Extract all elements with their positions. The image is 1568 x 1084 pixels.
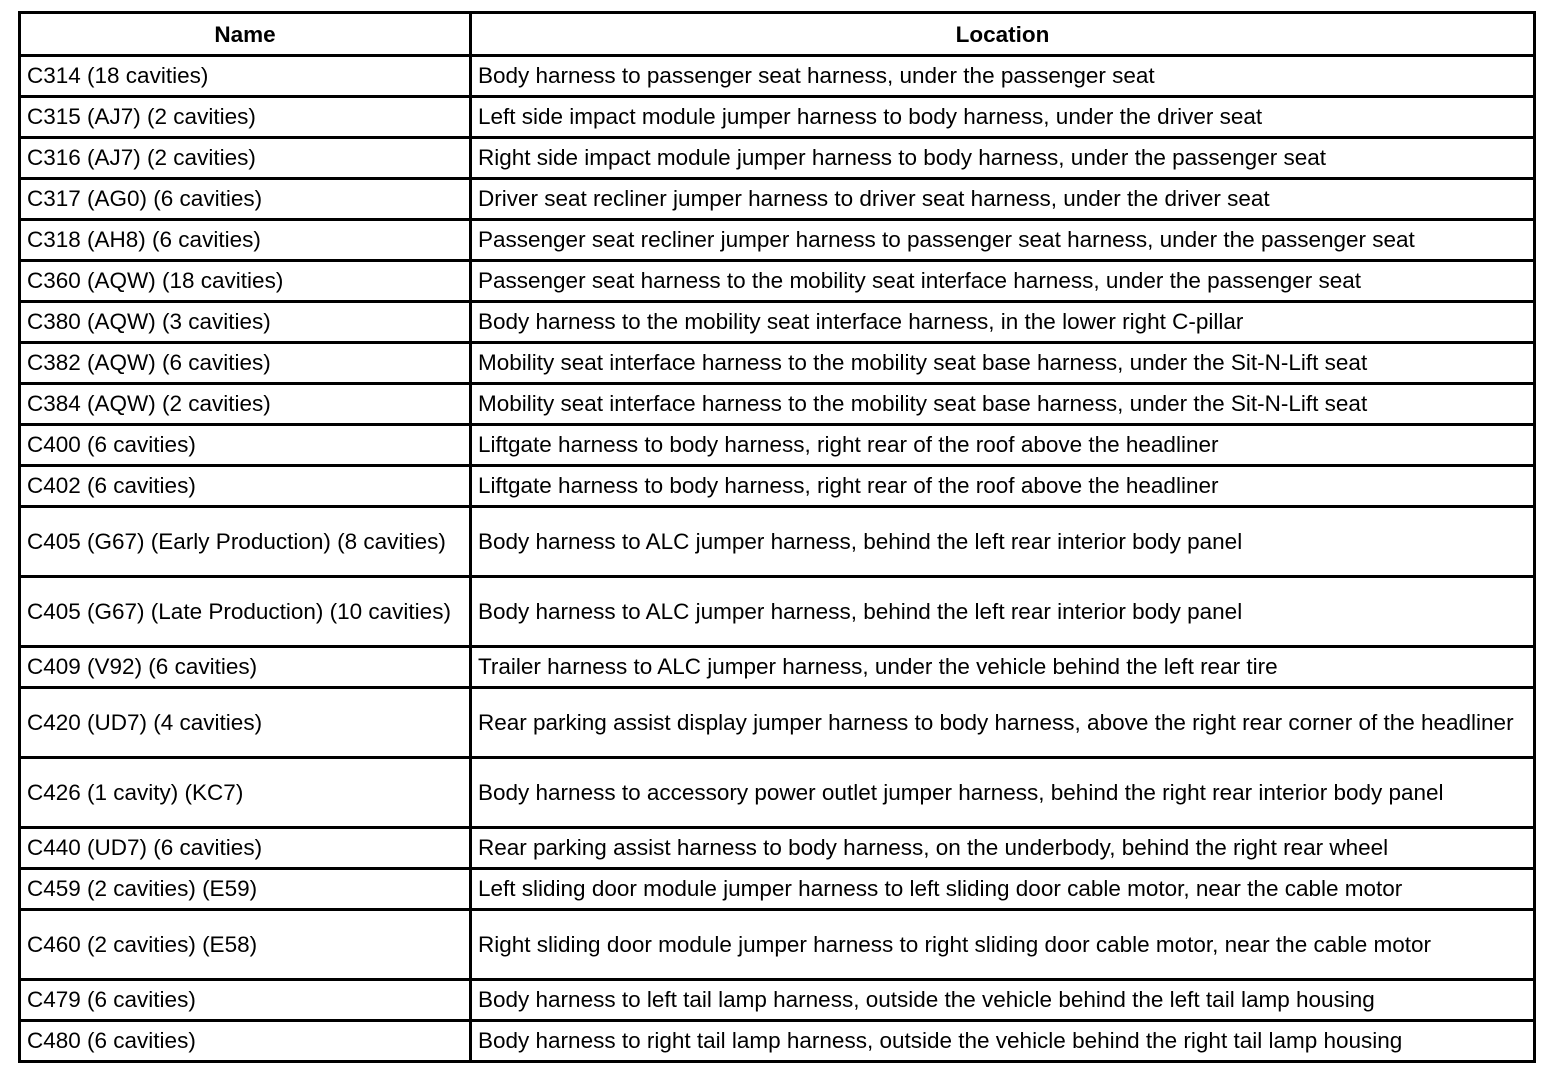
header-row <box>20 13 1535 56</box>
connector-name: C459 (2 cavities) (E59) <box>20 869 471 910</box>
header-name: Name <box>20 13 471 56</box>
table-row <box>20 384 1535 425</box>
table-row <box>20 1021 1535 1062</box>
connector-location: Body harness to ALC jumper harness, behind the left rear interior body panel <box>471 577 1535 647</box>
table-row <box>20 302 1535 343</box>
table-row <box>20 688 1535 758</box>
connector-table-container <box>18 11 1533 1063</box>
table-row <box>20 138 1535 179</box>
connector-location: Liftgate harness to body harness, right rear of the roof above the headliner <box>471 425 1535 466</box>
table-row <box>20 758 1535 828</box>
connector-location: Passenger seat harness to the mobility seat interface harness, under the passenger seat <box>471 261 1535 302</box>
table-row <box>20 261 1535 302</box>
table-row <box>20 425 1535 466</box>
connector-name: C316 (AJ7) (2 cavities) <box>20 138 471 179</box>
connector-name: C315 (AJ7) (2 cavities) <box>20 97 471 138</box>
connector-name: C384 (AQW) (2 cavities) <box>20 384 471 425</box>
connector-name: C405 (G67) (Early Production) (8 cavities) <box>20 507 471 577</box>
connector-name: C314 (18 cavities) <box>20 56 471 97</box>
connector-location: Mobility seat interface harness to the mobility seat base harness, under the Sit-N-Lift seat <box>471 384 1535 425</box>
table-row <box>20 466 1535 507</box>
connector-name: C402 (6 cavities) <box>20 466 471 507</box>
connector-name: C480 (6 cavities) <box>20 1021 471 1062</box>
connector-location: Body harness to the mobility seat interface harness, in the lower right C-pillar <box>471 302 1535 343</box>
table-row <box>20 647 1535 688</box>
connector-location: Right side impact module jumper harness to body harness, under the passenger seat <box>471 138 1535 179</box>
table-row <box>20 980 1535 1021</box>
table-row <box>20 828 1535 869</box>
table-row <box>20 869 1535 910</box>
connector-location: Left sliding door module jumper harness to left sliding door cable motor, near the cable motor <box>471 869 1535 910</box>
connector-name: C426 (1 cavity) (KC7) <box>20 758 471 828</box>
connector-location: Driver seat recliner jumper harness to driver seat harness, under the driver seat <box>471 179 1535 220</box>
connector-location: Body harness to accessory power outlet jumper harness, behind the right rear interior body panel <box>471 758 1535 828</box>
connector-location: Body harness to passenger seat harness, under the passenger seat <box>471 56 1535 97</box>
connector-location: Passenger seat recliner jumper harness to passenger seat harness, under the passenger seat <box>471 220 1535 261</box>
connector-location: Mobility seat interface harness to the mobility seat base harness, under the Sit-N-Lift seat <box>471 343 1535 384</box>
connector-name: C382 (AQW) (6 cavities) <box>20 343 471 384</box>
connector-location: Left side impact module jumper harness to body harness, under the driver seat <box>471 97 1535 138</box>
table-row <box>20 179 1535 220</box>
connector-name: C360 (AQW) (18 cavities) <box>20 261 471 302</box>
connector-location: Body harness to left tail lamp harness, outside the vehicle behind the left tail lamp housing <box>471 980 1535 1021</box>
connector-location: Right sliding door module jumper harness to right sliding door cable motor, near the cable motor <box>471 910 1535 980</box>
connector-location: Body harness to ALC jumper harness, behind the left rear interior body panel <box>471 507 1535 577</box>
connector-name: C405 (G67) (Late Production) (10 cavities) <box>20 577 471 647</box>
table-row <box>20 577 1535 647</box>
table-row <box>20 220 1535 261</box>
connector-location: Trailer harness to ALC jumper harness, under the vehicle behind the left rear tire <box>471 647 1535 688</box>
connector-name: C380 (AQW) (3 cavities) <box>20 302 471 343</box>
connector-table <box>18 11 1536 1063</box>
connector-name: C317 (AG0) (6 cavities) <box>20 179 471 220</box>
connector-name: C318 (AH8) (6 cavities) <box>20 220 471 261</box>
table-row <box>20 97 1535 138</box>
connector-name: C479 (6 cavities) <box>20 980 471 1021</box>
table-row <box>20 343 1535 384</box>
connector-location: Rear parking assist harness to body harness, on the underbody, behind the right rear wheel <box>471 828 1535 869</box>
connector-location: Liftgate harness to body harness, right rear of the roof above the headliner <box>471 466 1535 507</box>
table-row <box>20 507 1535 577</box>
connector-name: C400 (6 cavities) <box>20 425 471 466</box>
connector-name: C440 (UD7) (6 cavities) <box>20 828 471 869</box>
connector-name: C409 (V92) (6 cavities) <box>20 647 471 688</box>
connector-location: Rear parking assist display jumper harness to body harness, above the right rear corner of the headliner <box>471 688 1535 758</box>
connector-name: C460 (2 cavities) (E58) <box>20 910 471 980</box>
connector-location: Body harness to right tail lamp harness, outside the vehicle behind the right tail lamp housing <box>471 1021 1535 1062</box>
header-location: Location <box>471 13 1535 56</box>
connector-name: C420 (UD7) (4 cavities) <box>20 688 471 758</box>
table-row <box>20 56 1535 97</box>
table-row <box>20 910 1535 980</box>
